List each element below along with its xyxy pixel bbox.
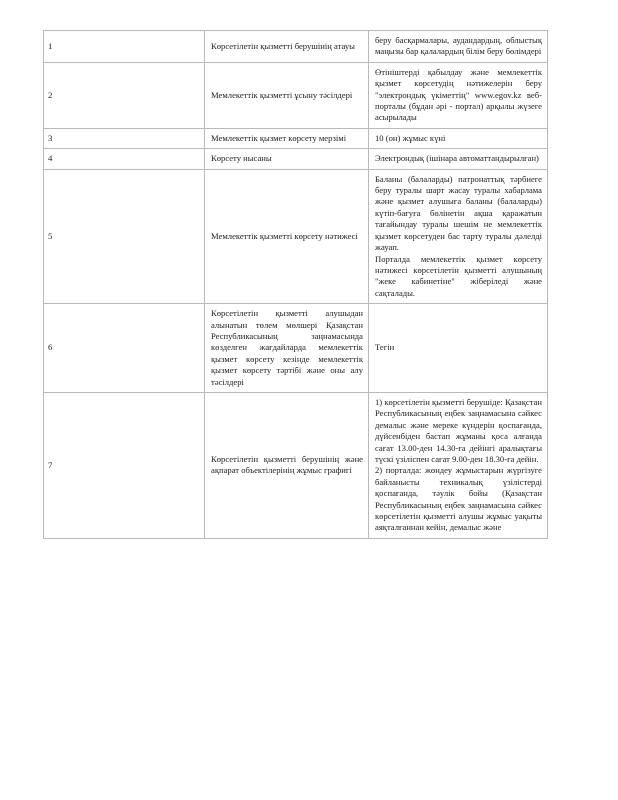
parameter-text: Көрсетілетін қызметті алушыдан алынатын төлем мөлшері Қазақстан Республикасының заңнамасында көзделген жағдайларда мемлекеттік қызмет көрсету кезінде мемлекеттік қызмет көрсету тәртібі және оны алу тәсілдері bbox=[211, 308, 363, 387]
row-number-cell bbox=[44, 304, 205, 393]
table-row bbox=[44, 169, 548, 303]
row-number: 2 bbox=[48, 89, 53, 100]
table-row bbox=[44, 128, 548, 148]
table-row bbox=[44, 62, 548, 128]
row-number-cell bbox=[44, 149, 205, 169]
parameter-value-cell bbox=[369, 392, 548, 538]
value-paragraph: Тегін bbox=[375, 342, 395, 353]
row-number: 6 bbox=[48, 342, 53, 353]
parameter-name-cell bbox=[205, 392, 369, 538]
parameter-name-cell bbox=[205, 62, 369, 128]
parameter-text: Мемлекеттік қызметті ұсыну тәсілдері bbox=[211, 89, 353, 100]
parameter-value-cell bbox=[369, 31, 548, 63]
row-number-cell bbox=[44, 169, 205, 303]
row-number-cell bbox=[44, 128, 205, 148]
row-number-cell bbox=[44, 62, 205, 128]
parameter-name-cell bbox=[205, 169, 369, 303]
table-row bbox=[44, 31, 548, 63]
row-number: 1 bbox=[48, 40, 53, 51]
parameter-text: Мемлекеттік қызмет көрсету мерзімі bbox=[211, 132, 347, 143]
table-row bbox=[44, 149, 548, 169]
parameter-name-cell bbox=[205, 304, 369, 393]
value-paragraph: 1) көрсетілетін қызметті берушіде: Қазақстан Республикасының еңбек заңнамасына сәйкес демалыс және мереке күндерін қоспағанда, дүйсенбіден бастап жұманы қоса алғанда сағат 13.00-ден 14.30-ға дейінгі аралықтағы түскі үзіліспен сағат 9.00-ден 18.30-ға дейін. bbox=[375, 396, 542, 464]
value-paragraph: беру басқармалары, аудандардың, облыстық маңызы бар қалалардың білім беру бөлімдері bbox=[375, 35, 542, 57]
parameter-value-cell bbox=[369, 169, 548, 303]
parameter-name-cell bbox=[205, 31, 369, 63]
table-row bbox=[44, 392, 548, 538]
parameter-text: Көрсету нысаны bbox=[211, 153, 272, 164]
table-body bbox=[44, 31, 548, 539]
row-number: 3 bbox=[48, 132, 53, 143]
value-paragraph: 10 (он) жұмыс күні bbox=[375, 132, 446, 143]
row-number: 7 bbox=[48, 459, 53, 470]
parameter-name-cell bbox=[205, 149, 369, 169]
parameter-value-cell bbox=[369, 149, 548, 169]
parameter-name-cell bbox=[205, 128, 369, 148]
row-number-cell bbox=[44, 31, 205, 63]
value-paragraph: 2) порталда: жөндеу жұмыстарын жүргізуге байланысты техникалық үзілістерді қоспағанда, тәулік бойы (Қазақстан Республикасының еңбек заңнамасына сәйкес көрсетілетін қызметті алушы жұмыс уақыты аяқталғаннан кейін, демалыс және bbox=[375, 465, 542, 533]
parameter-value-cell bbox=[369, 128, 548, 148]
parameter-text: Көрсетілетін қызметті берушінің және ақпарат объектілерінің жұмыс графигі bbox=[211, 454, 363, 476]
value-paragraph: Электрондық (ішінара автоматтандырылған) bbox=[375, 153, 539, 164]
parameter-text: Көрсетілетін қызметті берушінің атауы bbox=[211, 40, 355, 51]
parameter-value-cell bbox=[369, 62, 548, 128]
parameter-text: Мемлекеттік қызметті көрсету нәтижесі bbox=[211, 230, 358, 241]
row-number-cell bbox=[44, 392, 205, 538]
value-paragraph: Өтініштерді қабылдау және мемлекеттік қызмет көрсетудің нәтижелерін беру "электрондық үкіметтің" www.egov.kz веб-порталы (бұдан әрі - портал) арқылы жүзеге асырылады bbox=[375, 66, 542, 123]
value-paragraph: Баланы (балаларды) патронаттық тәрбиеге беру туралы шарт жасау туралы хабарлама және қызмет алушыға баланы (балаларды) күтіп-бағуға бөлінетін ақша қаражатын тағайындау туралы шешім не мемлекеттік қызмет көрсетуден бас тарту туралы дәлелді жауап. bbox=[375, 173, 542, 253]
parameter-value-cell bbox=[369, 304, 548, 393]
value-paragraph: Порталда мемлекеттік қызмет көрсету нәтижесі көрсетілетін қызметті алушының "жеке кабинетіне" жіберіледі және сақталады. bbox=[375, 253, 542, 298]
service-standard-table bbox=[43, 30, 548, 539]
row-number: 5 bbox=[48, 230, 53, 241]
table-row bbox=[44, 304, 548, 393]
row-number: 4 bbox=[48, 153, 53, 164]
